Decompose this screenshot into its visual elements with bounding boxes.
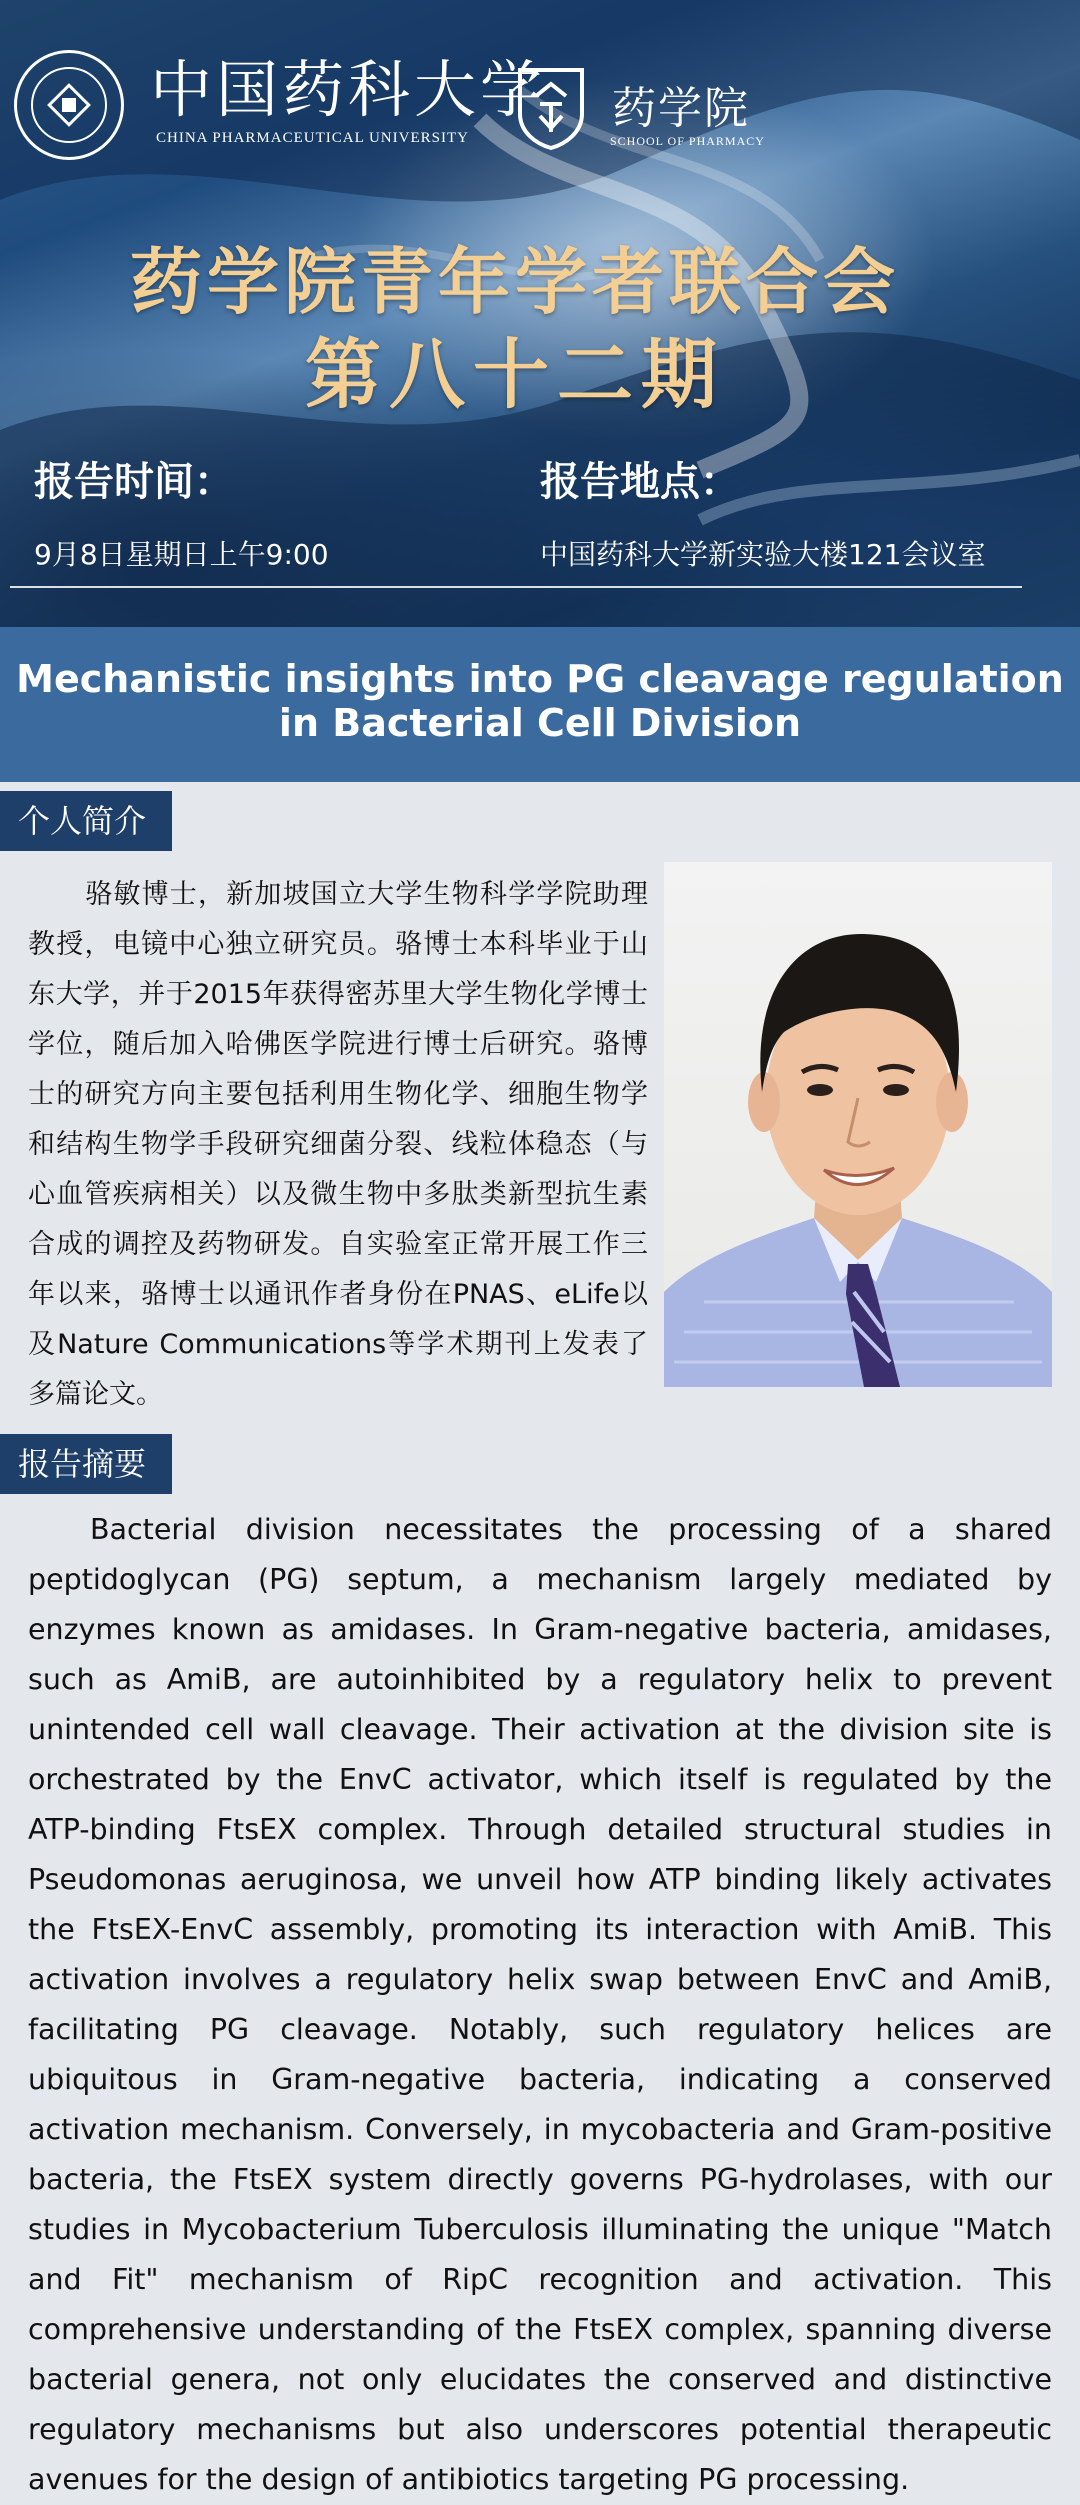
school-name-en: SCHOOL OF PHARMACY: [610, 134, 765, 148]
issue-number: 第八十二期: [305, 330, 725, 419]
place-label: 报告地点：: [540, 459, 740, 505]
place-value: 中国药科大学新实验大楼121会议室: [540, 538, 986, 571]
university-name-en: CHINA PHARMACEUTICAL UNIVERSITY: [156, 130, 469, 146]
school-name-cn: 药学院: [612, 83, 750, 134]
time-label: 报告时间：: [34, 459, 234, 505]
bio-paragraph: [28, 870, 648, 1420]
portrait-photo: [664, 862, 1052, 1387]
abstract-text: Bacterial division necessitates the processing of a shared peptidoglycan (PG) septum, a mechanism largely mediated by enzymes known as amidases. In Gram-negative bacteria, amidases, such as AmiB, are autoinhibited by a regulatory helix to prevent unintended cell wall cleavage. Their activation at the division site is orchestrated by the EnvC activator, which itself is regulated by the ATP-binding FtsEX complex. Through detailed structural studies in Pseudomonas aeruginosa, we unveil how ATP binding likely activates the FtsEX-EnvC assembly, promoting its interaction with AmiB. This activation involves a regulatory helix swap between EnvC and AmiB, facilitating PG cleavage. Notably, such regulatory helices are ubiquitous in Gram-negative bacteria, indicating a conserved activation mechanism. Conversely, in mycobacteria and Gram-positive bacteria, the FtsEX system directly governs PG-hydrolases, with our studies in Mycobacterium Tuberculosis illuminating the unique "Match and Fit" mechanism of RipC recognition and activation. This comprehensive understanding of the FtsEX complex, spanning diverse bacterial genera, not only elucidates the conserved and distinctive regulatory mechanisms but also underscores potential therapeutic avenues for the design of antibiotics targeting PG processing.: [28, 1513, 1052, 2496]
school-shield-logo: [516, 66, 586, 150]
speaker-photo: [664, 862, 1052, 1387]
time-value: 9月8日星期日上午9:00: [34, 538, 329, 571]
bio-heading: 个人简介: [0, 791, 172, 851]
abstract-heading: 报告摘要: [0, 1434, 172, 1494]
series-title: 药学院青年学者联合会: [129, 240, 900, 324]
university-seal-logo: [14, 50, 124, 160]
abstract-paragraph: [28, 1505, 1052, 2505]
header-divider: [10, 586, 1022, 588]
poster-header: [0, 0, 1080, 627]
university-name-cn: 中国药科大学: [150, 53, 547, 126]
talk-title: Mechanistic insights into PG cleavage regulation in Bacterial Cell Division: [16, 657, 1064, 745]
bio-text: 骆敏博士，新加坡国立大学生物科学学院助理教授，电镜中心独立研究员。骆博士本科毕业于山东大学，并于2015年获得密苏里大学生物化学博士学位，随后加入哈佛医学院进行博士后研究。骆博士的研究方向主要包括利用生物化学、细胞生物学和结构生物学手段研究细菌分裂、线粒体稳态（与心血管疾病相关）以及微生物中多肽类新型抗生素合成的调控及药物研发。自实验室正常开展工作三年以来，骆博士以通讯作者身份在PNAS、eLife以及Nature Communications等学术期刊上发表了多篇论文。: [28, 879, 648, 1410]
talk-title-band: [0, 627, 1080, 782]
